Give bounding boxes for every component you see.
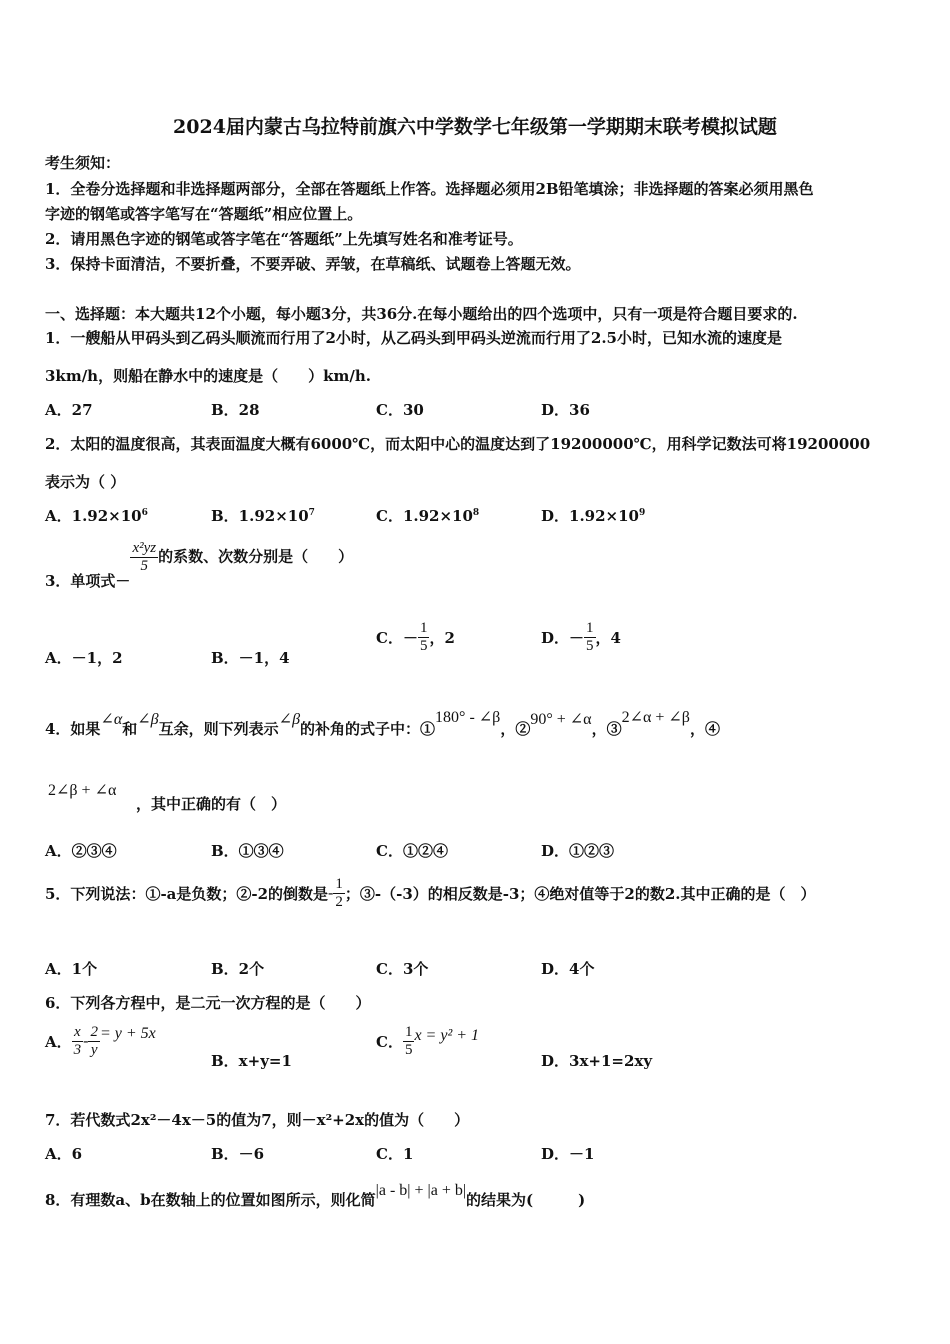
q6-option-d: D．3x+1=2xy [541,1052,653,1070]
q6-stem: 6．下列各方程中，是二元一次方程的是（ ） [45,994,371,1012]
notice-line-1a: 1．全卷分选择题和非选择题两部分，全部在答题纸上作答。选择题必须用2B铅笔填涂；非选择题的答案必须用黑色 [45,180,814,198]
q5-option-c: C．3个 [376,960,429,978]
q4-stem: 4．如果∠α和∠β互余，则下列表示∠β的补角的式子中：①180° - ∠β，②90° + ∠α，③2∠α + ∠β，④ [45,709,720,738]
q2-option-a: A．$1.92\times 10^6$ [45,507,148,525]
q3-option-a: A．－1，2 [45,649,123,667]
notice-line-1b: 字迹的钢笔或答字笔写在“答题纸”相应位置上。 [45,205,363,223]
q1-option-c: C．30 [376,401,424,419]
q7-option-d: D．－1 [541,1145,595,1163]
q3-option-c: C．－ $\frac{1}{5}$ ，2 [376,620,455,654]
q3-stem: 3．单项式－ $\frac{\text{x²yz}}{5}$ 的系数、次数分别是（ ） [45,540,354,590]
notice-line-3: 3．保持卡面清洁，不要折叠，不要弄破、弄皱，在草稿纸、试题卷上答题无效。 [45,255,581,273]
q7-stem: 7．若代数式2x²－4x－5的值为7，则－x²+2x的值为（ ） [45,1111,470,1129]
q2-option-c: C．$1.92\times 10^8$ [376,507,480,525]
q4-option-a: A．②③④ [45,842,117,860]
q5-option-d: D．4个 [541,960,595,978]
q7-option-a: A．6 [45,1145,83,1163]
q6-option-a: A． $\frac{x}{3}$ - $\frac{2}{y}$ = y + 5x [45,1024,156,1058]
q4-option-d: D．①②③ [541,842,615,860]
q4-option-c: C．①②④ [376,842,448,860]
q5-option-b: B．2个 [211,960,265,978]
q1-line-2: 3km/h，则船在静水中的速度是（ ）km/h. [45,367,371,385]
q4-tail: ，其中正确的有（ ） [136,795,287,813]
q2-line-2: 表示为（ ） [45,473,126,491]
q5-option-a: A．1个 [45,960,98,978]
q8-stem: 8．有理数a、b在数轴上的位置如图所示，则化简|a - b| + |a + b|的结果为( ) [45,1182,586,1209]
q6-option-b: B．x+y=1 [211,1052,292,1070]
q2-option-b: B．$1.92\times 10^7$ [211,507,315,525]
section-heading: 一、选择题：本大题共12个小题，每小题3分，共36分.在每小题给出的四个选项中，只有一项是符合题目要求的. [45,305,798,323]
q4-option-b: B．①③④ [211,842,284,860]
page-title: 2024届内蒙古乌拉特前旗六中学数学七年级第一学期期末联考模拟试题 [173,116,777,138]
q6-option-c: C． $\frac{1}{5}$ x = y² + 1 [376,1024,480,1058]
notice-heading: 考生须知： [45,154,121,172]
q5-stem: 5．下列说法：①-a是负数；②-2的倒数是- $\frac{1}{2}$ ；③-（-3）的相反数是-3；④绝对值等于2的数2.其中正确的是（ ） [45,876,816,910]
q3-option-b: B．－1，4 [211,649,290,667]
q2-option-d: D．$1.92\times 10^9$ [541,507,646,525]
q7-option-b: B．－6 [211,1145,265,1163]
q2-line-1: 2．太阳的温度很高，其表面温度大概有6000℃，而太阳中心的温度达到了19200000℃，用科学记数法可将19200000 [45,435,871,453]
q1-option-b: B．28 [211,401,260,419]
notice-line-2: 2．请用黑色字迹的钢笔或答字笔在“答题纸”上先填写姓名和准考证号。 [45,230,523,248]
q1-line-1: 1．一艘船从甲码头到乙码头顺流而行用了2小时，从乙码头到甲码头逆流而行用了2.5小时，已知水流的速度是 [45,329,782,347]
q4-expr-4: 2∠β + ∠α [48,782,117,799]
q3-option-d: D．－ $\frac{1}{5}$ ，4 [541,620,621,654]
q1-option-a: A．27 [45,401,93,419]
q1-option-d: D．36 [541,401,590,419]
q7-option-c: C．1 [376,1145,414,1163]
q3-fraction: $\frac{\text{x²yz}}{5}$ [132,540,157,574]
